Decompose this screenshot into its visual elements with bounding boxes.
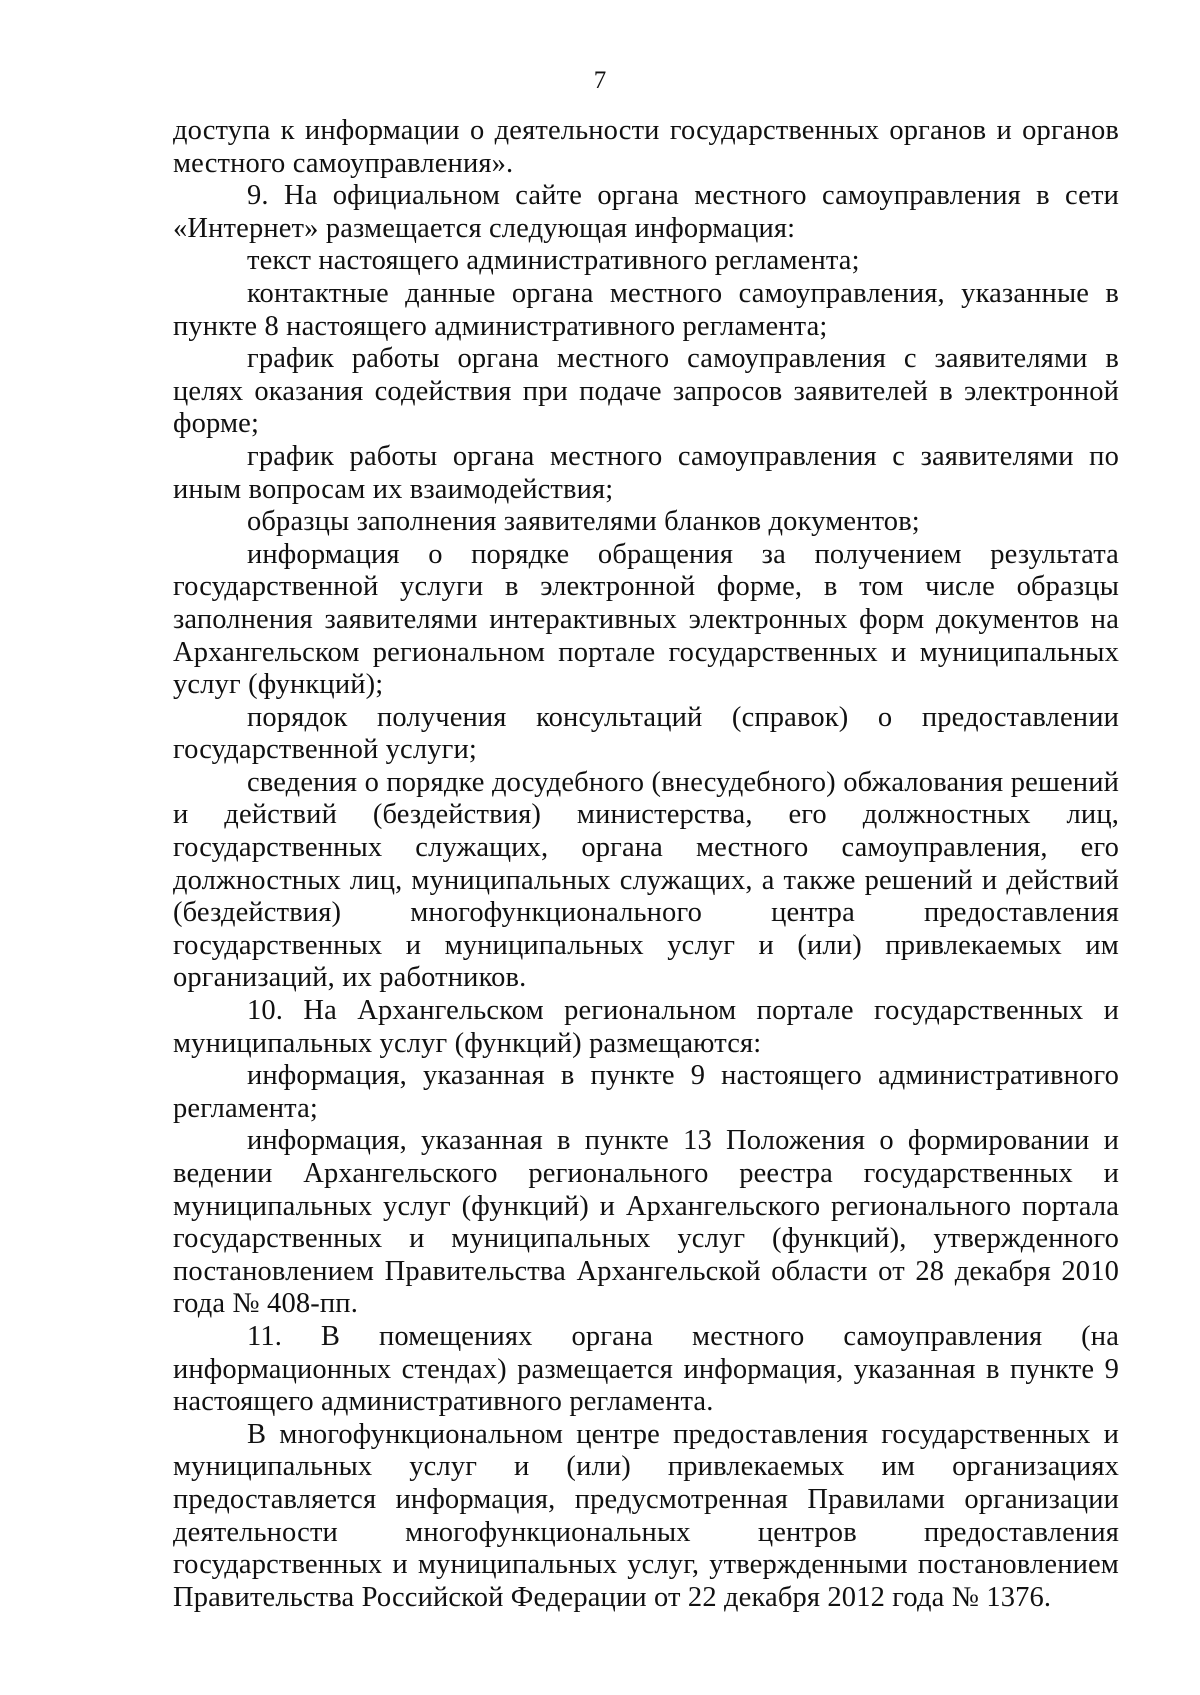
paragraph-regulation-text: текст настоящего административного регламента;	[247, 245, 860, 277]
page-number: 7	[593, 67, 607, 94]
paragraph-consultations: порядок получения консультаций (справок) о предоставлении государственной услуги;	[173, 701, 1119, 766]
paragraph-item-9: 9. На официальном сайте органа местного самоуправления в сети «Интернет» размещается следующая информация:	[173, 180, 1119, 244]
paragraph-item-10: 10. На Архангельском региональном портале государственных и муниципальных услуг (функций) размещаются:	[173, 995, 1119, 1059]
paragraph-mfc-info: В многофункциональном центре предоставления государственных и муниципальных услуг и (или) привлекаемых им организациях предоставляется информация, предусмотренная Правилами организации деятельности многофункциональных центров предоставления государственных и муниципальных услуг, утвержденными постановлением Правительства Российской Федерации от 22 декабря 2012 года № 1376.	[173, 1418, 1119, 1613]
paragraph-item-10-info-9: информация, указанная в пункте 9 настоящего административного регламента;	[173, 1060, 1119, 1124]
paragraph-item-11: 11. В помещениях органа местного самоуправления (на информационных стендах) размещается информация, указанная в пункте 9 настоящего административного регламента.	[173, 1320, 1119, 1418]
paragraph-item-10-info-13: информация, указанная в пункте 13 Положения о формировании и ведении Архангельского регионального реестра государственных и муниципальных услуг (функций) и Архангельского регионального портала государственных и муниципальных услуг (функций), утвержденного постановлением Правительства Архангельской области от 28 декабря 2010 года № 408-пп.	[173, 1125, 1119, 1320]
paragraph-form-samples: образцы заполнения заявителями бланков документов;	[247, 506, 920, 538]
document-body	[173, 115, 1119, 1614]
paragraph-schedule-electronic: график работы органа местного самоуправления с заявителями в целях оказания содействия при подаче запросов заявителей в электронной форме;	[173, 343, 1119, 440]
paragraph-schedule-other: график работы органа местного самоуправления с заявителями по иным вопросам их взаимодействия;	[173, 440, 1119, 505]
paragraph-appeal-procedure: сведения о порядке досудебного (внесудебного) обжалования решений и действий (бездействия) министерства, его должностных лиц, государственных служащих, органа местного самоуправления, его должностных лиц, муниципальных служащих, а также решений и действий (бездействия) многофункционального центра предоставления государственных и муниципальных услуг и (или) привлекаемых им организаций, их работников.	[173, 766, 1119, 994]
paragraph-electronic-result: информация о порядке обращения за получением результата государственной услуги в электронной форме, в том числе образцы заполнения заявителями интерактивных электронных форм документов на Архангельском региональном портале государственных и муниципальных услуг (функций);	[173, 538, 1119, 701]
paragraph-contact-data: контактные данные органа местного самоуправления, указанные в пункте 8 настоящего административного регламента;	[173, 277, 1119, 342]
paragraph-continuation: доступа к информации о деятельности государственных органов и органов местного самоуправления».	[173, 115, 1119, 179]
